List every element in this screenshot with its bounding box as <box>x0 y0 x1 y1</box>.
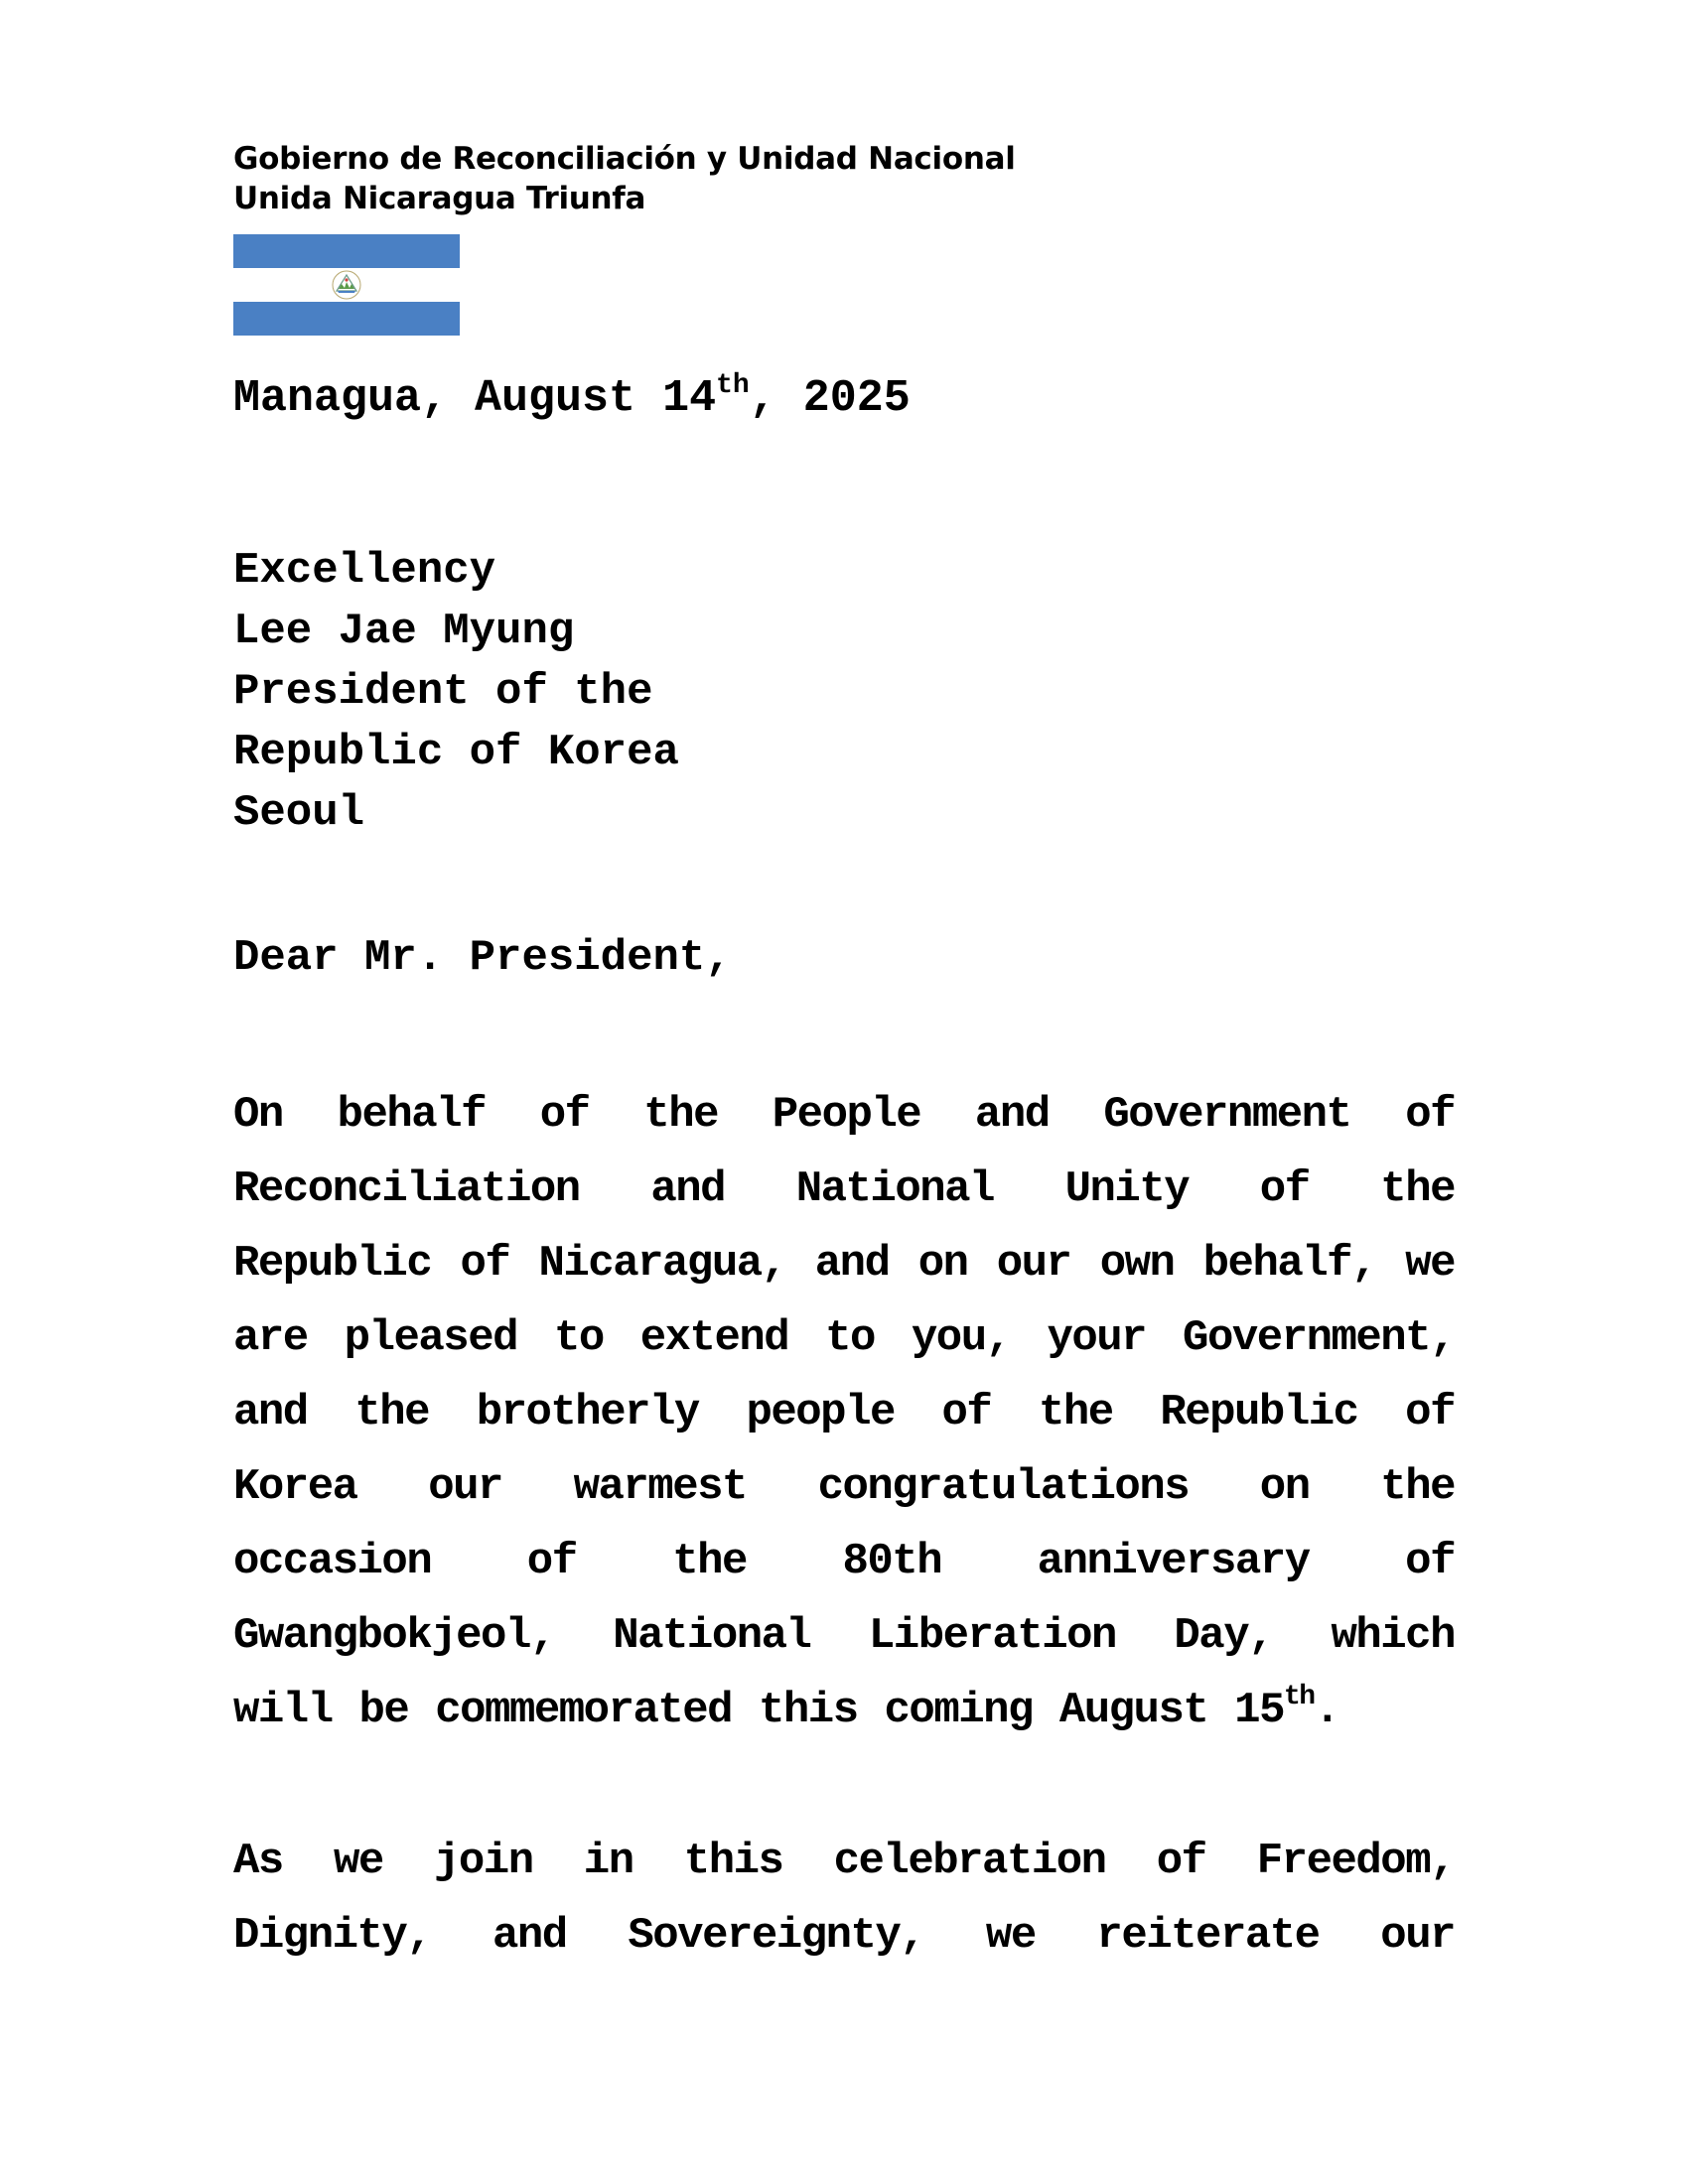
recipient-position: President of the <box>233 667 653 717</box>
recipient-title: Excellency <box>233 546 496 596</box>
recipient-address <box>233 541 679 844</box>
letterhead-government-name: Gobierno de Reconciliación y Unidad Nacional <box>233 141 1016 177</box>
letterhead <box>233 139 1016 218</box>
recipient-city: Seoul <box>233 788 365 838</box>
recipient-country: Republic of Korea <box>233 728 679 777</box>
body-paragraph-2: As we join in this celebration of Freedom, Dignity, and Sovereignty, we reiterate our <box>233 1837 1455 1961</box>
coat-of-arms-icon <box>333 271 360 299</box>
body-paragraph-1: On behalf of the People and Government of Reconciliation and National Unity of the Republic of Nicaragua, and on our own behalf, we are pleased to extend to you, your Government, and the brotherly people of the Republic of Korea our warmest congratulations on the occasion of the 80th anniversary of Gwangbokjeol, National Liberation Day, which will be commemorated this coming August 15th. <box>233 1090 1455 1735</box>
letter-date: Managua, August 14th, 2025 <box>233 370 911 424</box>
letterhead-motto: Unida Nicaragua Triunfa <box>233 181 646 216</box>
recipient-name: Lee Jae Myung <box>233 607 575 656</box>
nicaragua-flag-icon <box>233 234 460 336</box>
salutation: Dear Mr. President, <box>233 933 732 983</box>
